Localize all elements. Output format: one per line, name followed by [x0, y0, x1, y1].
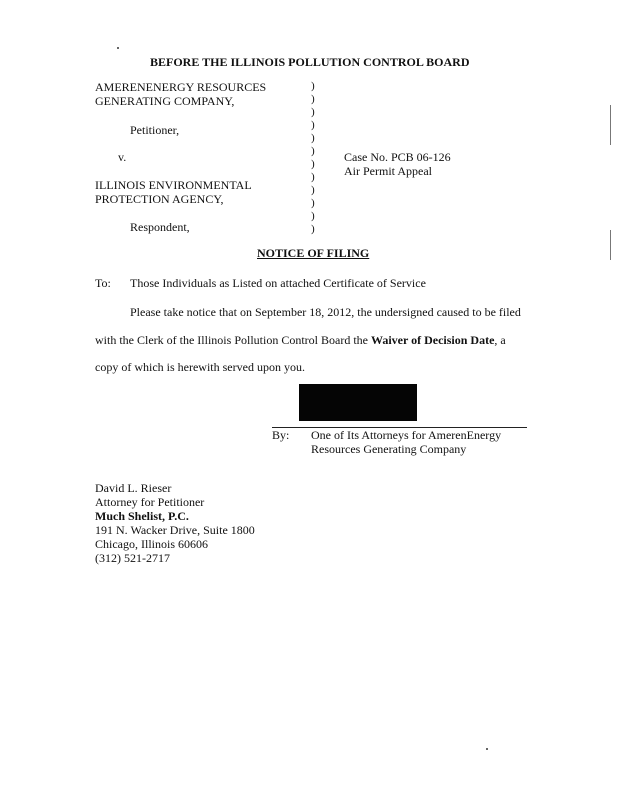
law-firm-name: Much Shelist, P.C. — [95, 509, 189, 523]
petitioner-name-line2: GENERATING COMPANY, — [95, 94, 235, 108]
body-line2-end: , a — [494, 333, 506, 347]
to-recipients: Those Individuals as Listed on attached Certificate of Service — [130, 276, 426, 290]
case-type: Air Permit Appeal — [344, 164, 432, 178]
scan-artifact-dot — [117, 47, 119, 49]
petitioner-name-line1: AMERENENERGY RESOURCES — [95, 80, 267, 94]
body-line2-text: with the Clerk of the Illinois Pollution Control Board the — [95, 333, 371, 347]
by-label: By: — [272, 428, 290, 442]
to-label: To: — [95, 276, 111, 290]
attorney-name: David L. Rieser — [95, 481, 172, 495]
petitioner-role: Petitioner, — [130, 123, 180, 137]
signature-line1: One of Its Attorneys for AmerenEnergy — [311, 428, 502, 442]
body-line1: Please take notice that on September 18, 2012, the undersigned caused to be filed — [130, 305, 521, 319]
case-number: Case No. PCB 06-126 — [344, 150, 451, 164]
waiver-title: Waiver of Decision Date — [370, 333, 495, 347]
firm-city: Chicago, Illinois 60606 — [95, 537, 208, 551]
document-heading: BEFORE THE ILLINOIS POLLUTION CONTROL BOARD — [150, 55, 470, 69]
notice-title: NOTICE OF FILING — [257, 246, 370, 260]
body-line3: copy of which is herewith served upon you. — [95, 360, 305, 374]
attorney-role: Attorney for Petitioner — [95, 495, 205, 509]
body-line2 — [95, 333, 506, 347]
document-page: BEFORE THE ILLINOIS POLLUTION CONTROL BOARD AMERENENERGY RESOURCES GENERATING COMPANY, Petitioner, v. ILLINOIS ENVIRONMENTAL PROTECTION AGENCY, Respondent, ) ) ) ) ) ) ) ) ) ) ) ) Case No. PCB 06-126 Air Permit Appeal NOTICE OF FILING To: Those Individuals as Listed on attached Certificate of Service Please take notice that on September 18, 2012, the undersigned caused to be filed with the Clerk of the Illinois Pollution Control Board the Waiver of Decision Date, a copy of which is herewith served upon you. By: One of Its Attorneys for AmerenEnergy Resources Generating Company David L. Rieser Attorney for Petitioner Much Shelist, P.C. 191 N. Wacker Drive, Suite 1800 Chicago, Illinois 60606 (312) 521-2717 — [0, 0, 620, 800]
firm-street: 191 N. Wacker Drive, Suite 1800 — [95, 523, 255, 537]
signature-line2: Resources Generating Company — [311, 442, 467, 456]
scan-artifact-mark — [610, 230, 611, 260]
scan-artifact-dot — [486, 748, 488, 750]
redacted-signature — [299, 384, 417, 421]
scan-artifact-mark — [610, 105, 611, 145]
respondent-name-line1: ILLINOIS ENVIRONMENTAL — [95, 178, 252, 192]
firm-phone: (312) 521-2717 — [95, 551, 170, 565]
respondent-role: Respondent, — [130, 220, 190, 234]
respondent-name-line2: PROTECTION AGENCY, — [95, 192, 224, 206]
versus-label: v. — [118, 150, 127, 164]
